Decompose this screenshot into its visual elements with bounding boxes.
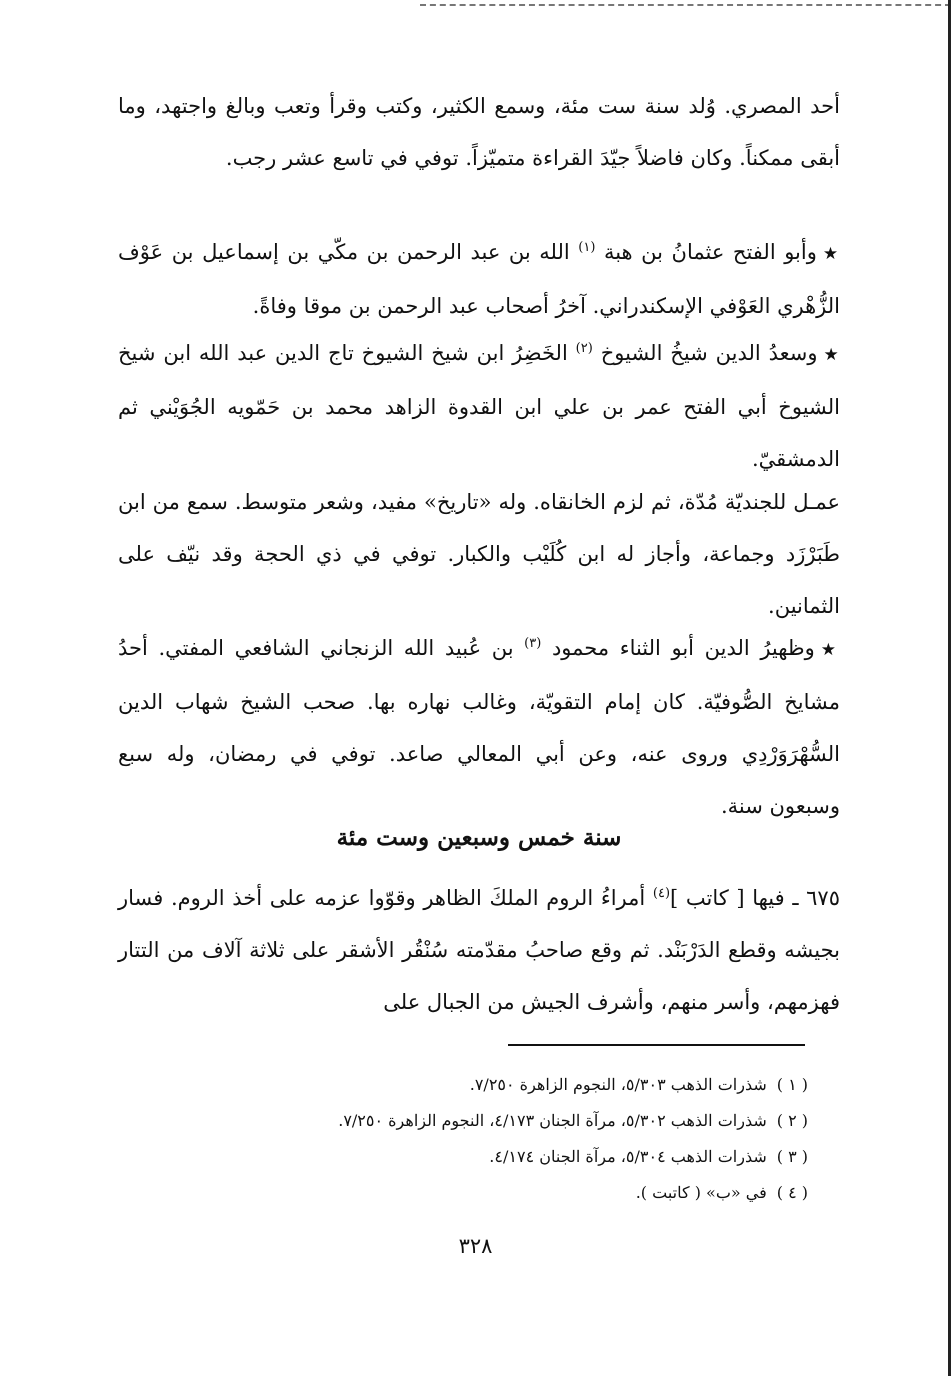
paragraph-3 (118, 327, 840, 485)
footnote-ref-4[interactable]: (٤) (652, 886, 671, 901)
footnote-3 (200, 1139, 808, 1175)
paragraph-2-start: وأبو الفتح عثمانُ بن هبة (603, 240, 817, 264)
footnote-text: شذرات الذهب ٥/٣٠٣، النجوم الزاهرة ٧/٢٥٠. (469, 1075, 767, 1094)
page-number: ٣٢٨ (458, 1234, 493, 1258)
footnote-4 (200, 1175, 808, 1211)
paragraph-6-start: ٦٧٥ ـ فيها [ كاتب ] (670, 886, 840, 910)
paragraph-6-rest: أمراءُ الروم الملكَ الظاهر وقوّوا عزمه على أخذ الروم. فسار بجيشه وقطع الدَرْبَنْد. ثم وقع صاحبُ مقدّمته سُنْقُر الأشقر على ثلاثة آلاف من التتار فهزمهم، وأسر منهم، وأشرف الجيش من الجبال على (118, 886, 840, 1014)
footnote-ref-3[interactable]: (٣) (524, 636, 542, 651)
top-dashed-rule (420, 4, 951, 6)
paragraph-2-rest: الله بن عبد الرحمن بن مكّي بن إسماعيل بن عَوْف الزُّهْري العَوْفي الإسكندراني. آخرُ أصحاب عبد الرحمن بن موقا وفاةً. (118, 240, 840, 318)
paragraph-4: عمـل للجنديّة مُدّة، ثم لزم الخانقاه. وله «تاريخ» مفيد، وشعر متوسط. سمع من ابن طَبَرْزَد وجماعة، وأجاز له ابن كُلَيْب والكبار. توفي في ذي الحجة وقد نيّف على الثمانين. (118, 490, 840, 618)
section-heading: سنة خمس وسبعين وست مئة (336, 824, 622, 851)
footnote-text: شذرات الذهب ٥/٣٠٢، مرآة الجنان ٤/١٧٣، النجوم الزاهرة ٧/٢٥٠. (338, 1111, 767, 1130)
footnote-2 (200, 1103, 808, 1139)
footnote-text: شذرات الذهب ٥/٣٠٤، مرآة الجنان ٤/١٧٤. (489, 1147, 767, 1166)
paragraph-6 (118, 872, 840, 1028)
paragraph-3-start: وسعدُ الدين شيخُ الشيوخ (600, 341, 818, 365)
paragraph-1: أحد المصري. وُلد سنة ست مئة، وسمع الكثير، وكتب وقرأ وتعب وبالغ واجتهد، وما أبقى ممكناً. وكان فاضلاً جيّدَ القراءة متميّزاً. توفي في تاسع عشر رجب. (118, 94, 840, 170)
star-icon: ★ (823, 345, 840, 365)
star-icon: ★ (822, 244, 840, 264)
paragraph-5-rest: بن عُبيد الله الزنجاني الشافعي المفتي. أحدُ مشايخ الصُّوفيّة. كان إمام التقويّة، وغالب نهاره بها. صحب الشيخ شهاب الدين السُّهْرَوَرْدِي وروى عنه، وعن أبي المعالي صاعد. توفي في رمضان، وله سبع وسبعون سنة. (118, 636, 840, 818)
footnote-number: ( ٤ ) (776, 1183, 808, 1202)
paragraph-3-rest: الخَضِرُ ابن شيخ الشيوخ تاج الدين عبد الله ابن شيخ الشيوخ أبي الفتح عمر بن علي ابن القدوة الزاهد محمد بن حَمّويه الجُوَيْني ثم الدمشقيّ. (118, 341, 840, 471)
footnote-ref-1[interactable]: (١) (578, 240, 596, 255)
footnote-separator (508, 1044, 805, 1046)
footnote-number: ( ٢ ) (776, 1111, 808, 1130)
footnote-1 (200, 1067, 808, 1103)
paragraph-5-start: وظهيرُ الدين أبو الثناء محمود (551, 636, 815, 660)
star-icon: ★ (820, 640, 840, 660)
footnote-text: في «ب» ( كاتبت ). (635, 1183, 767, 1202)
paragraph-2 (118, 226, 840, 332)
footnotes (200, 1067, 808, 1211)
footnote-number: ( ٣ ) (776, 1147, 808, 1166)
paragraph-5 (118, 622, 840, 832)
footnote-ref-2[interactable]: (٢) (575, 341, 593, 356)
footnote-number: ( ١ ) (776, 1075, 808, 1094)
